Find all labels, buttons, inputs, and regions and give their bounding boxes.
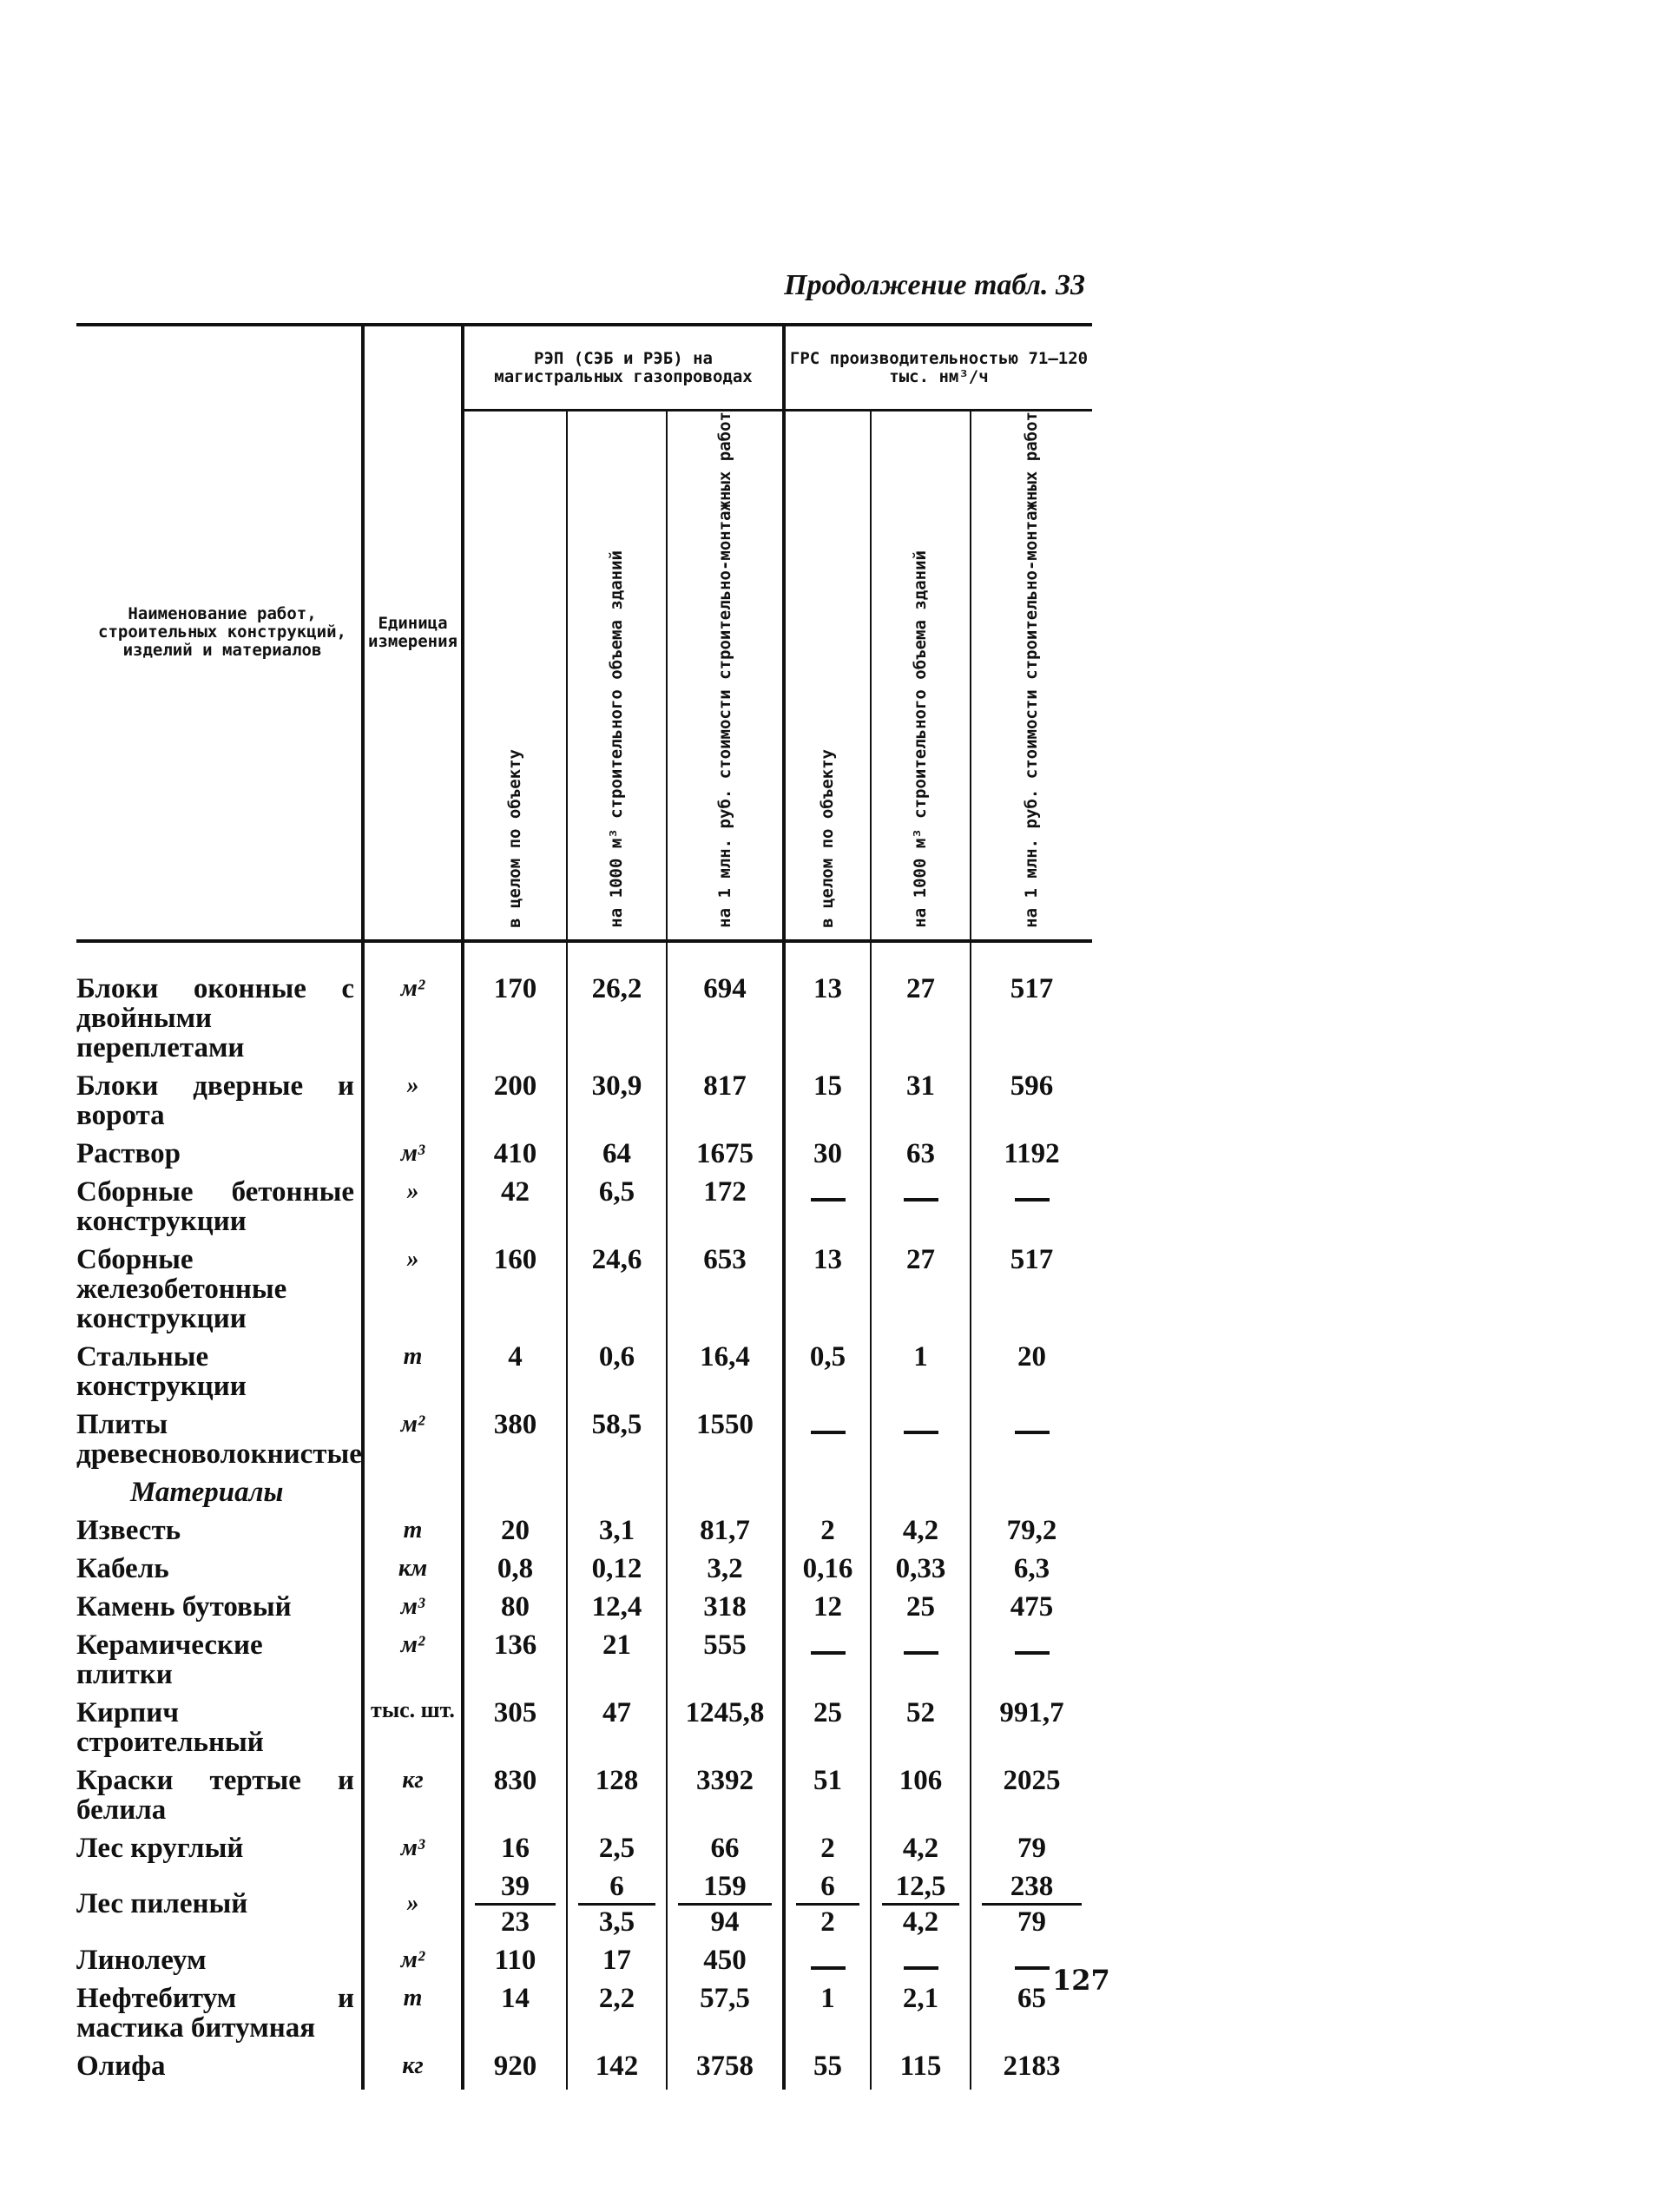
section-title: Материалы	[76, 1478, 363, 1516]
row-unit: »	[406, 1177, 419, 1205]
row-value	[871, 1630, 971, 1698]
table-row	[76, 1872, 1092, 1945]
table-row	[76, 1984, 1092, 2051]
section-row	[76, 1478, 1092, 1516]
row-value: 79,2	[971, 1516, 1092, 1554]
dash-mark	[1015, 1431, 1050, 1434]
table-row	[76, 1592, 1092, 1630]
row-value: 450	[667, 1945, 784, 1984]
row-value: 25	[871, 1592, 971, 1630]
row-value	[667, 1478, 784, 1516]
row-name: Линолеум	[76, 1945, 363, 1984]
dash-mark	[904, 1651, 938, 1655]
table-row	[76, 1630, 1092, 1698]
row-unit: »	[406, 1071, 419, 1099]
row-name: Раствор	[76, 1139, 363, 1177]
row-unit: тыс. шт.	[371, 1696, 455, 1722]
row-unit: »	[406, 1890, 419, 1918]
row-value: 110	[463, 1945, 567, 1984]
row-value: 596	[971, 1071, 1092, 1139]
row-value	[871, 1478, 971, 1516]
table-row	[76, 1698, 1092, 1766]
row-value: 305	[463, 1698, 567, 1766]
row-value: 2183	[971, 2051, 1092, 2090]
row-value: 21	[567, 1630, 667, 1698]
row-value: 80	[463, 1592, 567, 1630]
row-value: 160	[463, 1245, 567, 1342]
row-unit: км	[398, 1554, 428, 1582]
row-name: Блоки дверные и ворота	[76, 1071, 363, 1139]
row-value: 991,7	[971, 1698, 1092, 1766]
row-value	[971, 1177, 1092, 1245]
row-value: 27	[871, 1245, 971, 1342]
fraction-top: 6	[578, 1872, 655, 1906]
row-value	[567, 1478, 667, 1516]
fraction-top: 39	[475, 1872, 556, 1906]
row-unit: м²	[400, 1630, 425, 1658]
row-name: Плиты древесноволокнистые	[76, 1410, 363, 1478]
fraction-bottom: 79	[1017, 1906, 1046, 1938]
table-row	[76, 1766, 1092, 1833]
row-value: 1550	[667, 1410, 784, 1478]
row-value: 830	[463, 1766, 567, 1833]
row-value-fraction	[784, 1872, 871, 1945]
row-value: 17	[567, 1945, 667, 1984]
dash-mark	[904, 1198, 938, 1201]
row-value: 136	[463, 1630, 567, 1698]
row-value: 1	[871, 1342, 971, 1410]
row-value: 14	[463, 1984, 567, 2051]
row-value: 30,9	[567, 1071, 667, 1139]
row-value: 24,6	[567, 1245, 667, 1342]
table-caption: Продолжение табл. 33	[784, 269, 1085, 301]
table-row	[76, 2051, 1092, 2090]
row-value: 4,2	[871, 1833, 971, 1872]
row-value: 13	[784, 941, 871, 1071]
table-row	[76, 1833, 1092, 1872]
row-value	[784, 1177, 871, 1245]
row-value: 27	[871, 941, 971, 1071]
dash-mark	[1015, 1651, 1050, 1655]
table-row	[76, 941, 1092, 1071]
row-value	[871, 1945, 971, 1984]
row-value: 16,4	[667, 1342, 784, 1410]
row-value: 694	[667, 941, 784, 1071]
dash-mark	[904, 1431, 938, 1434]
row-value: 47	[567, 1698, 667, 1766]
row-name: Известь	[76, 1516, 363, 1554]
fraction-bottom: 4,2	[902, 1906, 939, 1938]
row-value: 3,2	[667, 1554, 784, 1592]
row-value	[971, 1478, 1092, 1516]
header-sub-2: на 1000 м³ строительного объема зданий	[567, 411, 667, 941]
row-name: Керамические плитки	[76, 1630, 363, 1698]
row-value: 12	[784, 1592, 871, 1630]
row-value-fraction	[567, 1872, 667, 1945]
row-value: 13	[784, 1245, 871, 1342]
row-value: 475	[971, 1592, 1092, 1630]
dash-mark	[811, 1651, 846, 1655]
row-unit: кг	[402, 2051, 424, 2079]
row-value: 1245,8	[667, 1698, 784, 1766]
row-value: 66	[667, 1833, 784, 1872]
row-value-fraction	[871, 1872, 971, 1945]
row-value: 65	[971, 1984, 1092, 2051]
row-value: 172	[667, 1177, 784, 1245]
dash-mark	[1015, 1966, 1050, 1970]
dash-mark	[1015, 1198, 1050, 1201]
row-unit: т	[403, 1516, 423, 1544]
row-value: 2	[784, 1833, 871, 1872]
row-value: 64	[567, 1139, 667, 1177]
row-unit: м²	[400, 974, 425, 1002]
row-value: 20	[971, 1342, 1092, 1410]
row-value: 57,5	[667, 1984, 784, 2051]
row-unit: м³	[400, 1833, 425, 1861]
row-value: 653	[667, 1245, 784, 1342]
row-value	[971, 1630, 1092, 1698]
row-value-fraction	[667, 1872, 784, 1945]
row-value: 4,2	[871, 1516, 971, 1554]
fraction-top: 6	[796, 1872, 859, 1906]
row-value: 3758	[667, 2051, 784, 2090]
row-value: 51	[784, 1766, 871, 1833]
row-unit: м²	[400, 1410, 425, 1438]
materials-table	[76, 323, 1092, 2090]
fraction-top: 12,5	[882, 1872, 959, 1906]
page-number: 127	[1052, 1964, 1110, 1997]
row-unit: »	[406, 1245, 419, 1273]
fraction-top: 159	[678, 1872, 772, 1906]
row-value: 15	[784, 1071, 871, 1139]
row-name: Сборные железобетонные конструкции	[76, 1245, 363, 1342]
table-row	[76, 1177, 1092, 1245]
header-sub-6: на 1 млн. руб. стоимости строительно-монтажных работ	[971, 411, 1092, 941]
row-value: 2,5	[567, 1833, 667, 1872]
row-value: 31	[871, 1071, 971, 1139]
dash-mark	[811, 1431, 846, 1434]
row-value: 920	[463, 2051, 567, 2090]
row-name: Олифа	[76, 2051, 363, 2090]
header-name-column: Наименование работ, строительных конструкций, изделий и материалов	[76, 325, 363, 941]
row-value-fraction	[971, 1872, 1092, 1945]
row-value	[784, 1630, 871, 1698]
row-value: 42	[463, 1177, 567, 1245]
row-value	[871, 1410, 971, 1478]
row-value: 2025	[971, 1766, 1092, 1833]
row-name: Сборные бетонные конструкции	[76, 1177, 363, 1245]
row-name: Стальные конструкции	[76, 1342, 363, 1410]
row-value: 30	[784, 1139, 871, 1177]
fraction-bottom: 94	[710, 1906, 740, 1938]
row-name: Нефтебитум и мастика битумная	[76, 1984, 363, 2051]
row-name: Лес пиленый	[76, 1872, 363, 1945]
header-sub-4: в целом по объекту	[784, 411, 871, 941]
row-value: 200	[463, 1071, 567, 1139]
row-name: Лес круглый	[76, 1833, 363, 1872]
row-value: 12,4	[567, 1592, 667, 1630]
row-unit: м³	[400, 1592, 425, 1620]
row-value	[871, 1177, 971, 1245]
row-value: 380	[463, 1410, 567, 1478]
table-row	[76, 1516, 1092, 1554]
row-name: Блоки оконные с двойными переплетами	[76, 941, 363, 1071]
row-value: 106	[871, 1766, 971, 1833]
row-value: 55	[784, 2051, 871, 2090]
row-name: Камень бутовый	[76, 1592, 363, 1630]
row-name: Кабель	[76, 1554, 363, 1592]
fraction-bottom: 3,5	[598, 1906, 635, 1938]
header-group-grs: ГРС производительностью 71—120 тыс. нм³/ч	[784, 325, 1092, 411]
row-value-fraction	[463, 1872, 567, 1945]
fraction-bottom: 2	[820, 1906, 835, 1938]
row-value: 318	[667, 1592, 784, 1630]
row-value: 1192	[971, 1139, 1092, 1177]
row-value: 1675	[667, 1139, 784, 1177]
row-value: 63	[871, 1139, 971, 1177]
dash-mark	[811, 1966, 846, 1970]
row-value: 0,5	[784, 1342, 871, 1410]
row-value: 4	[463, 1342, 567, 1410]
row-value: 517	[971, 1245, 1092, 1342]
row-value: 81,7	[667, 1516, 784, 1554]
table-row	[76, 1245, 1092, 1342]
row-unit: кг	[402, 1766, 424, 1794]
row-value: 6,5	[567, 1177, 667, 1245]
table-row	[76, 1945, 1092, 1984]
row-value: 0,16	[784, 1554, 871, 1592]
row-unit	[363, 1478, 463, 1516]
row-name: Кирпич строительный	[76, 1698, 363, 1766]
table-row	[76, 1554, 1092, 1592]
row-value: 52	[871, 1698, 971, 1766]
row-value: 517	[971, 941, 1092, 1071]
row-value: 58,5	[567, 1410, 667, 1478]
row-value: 2,2	[567, 1984, 667, 2051]
row-value: 25	[784, 1698, 871, 1766]
row-value	[463, 1478, 567, 1516]
fraction-bottom: 23	[501, 1906, 530, 1938]
row-unit: т	[403, 1342, 423, 1370]
row-value: 555	[667, 1630, 784, 1698]
row-value: 0,6	[567, 1342, 667, 1410]
row-value: 2,1	[871, 1984, 971, 2051]
row-value: 128	[567, 1766, 667, 1833]
row-value: 3392	[667, 1766, 784, 1833]
header-sub-1: в целом по объекту	[463, 411, 567, 941]
row-value: 26,2	[567, 941, 667, 1071]
row-value: 2	[784, 1516, 871, 1554]
row-value: 0,12	[567, 1554, 667, 1592]
row-value: 3,1	[567, 1516, 667, 1554]
row-value: 142	[567, 2051, 667, 2090]
row-value: 115	[871, 2051, 971, 2090]
table-row	[76, 1071, 1092, 1139]
row-value: 20	[463, 1516, 567, 1554]
row-value: 0,33	[871, 1554, 971, 1592]
row-value	[784, 1478, 871, 1516]
row-unit: м²	[400, 1945, 425, 1973]
row-value: 817	[667, 1071, 784, 1139]
header-sub-5: на 1000 м³ строительного объема зданий	[871, 411, 971, 941]
row-value: 410	[463, 1139, 567, 1177]
row-unit: м³	[400, 1139, 425, 1167]
row-value: 79	[971, 1833, 1092, 1872]
row-unit: т	[403, 1984, 423, 2011]
row-value: 1	[784, 1984, 871, 2051]
row-value	[971, 1410, 1092, 1478]
table-row	[76, 1139, 1092, 1177]
row-value: 6,3	[971, 1554, 1092, 1592]
row-value	[784, 1410, 871, 1478]
header-group-rep: РЭП (СЭБ и РЭБ) на магистральных газопроводах	[463, 325, 784, 411]
table-row	[76, 1410, 1092, 1478]
header-unit-column: Единица измерения	[363, 325, 463, 941]
row-value: 0,8	[463, 1554, 567, 1592]
dash-mark	[811, 1198, 846, 1201]
header-sub-3: на 1 млн. руб. стоимости строительно-монтажных работ	[667, 411, 784, 941]
fraction-top: 238	[982, 1872, 1082, 1906]
row-value: 16	[463, 1833, 567, 1872]
dash-mark	[904, 1966, 938, 1970]
row-name: Краски тертые и белила	[76, 1766, 363, 1833]
row-value: 170	[463, 941, 567, 1071]
table-row	[76, 1342, 1092, 1410]
row-value	[784, 1945, 871, 1984]
